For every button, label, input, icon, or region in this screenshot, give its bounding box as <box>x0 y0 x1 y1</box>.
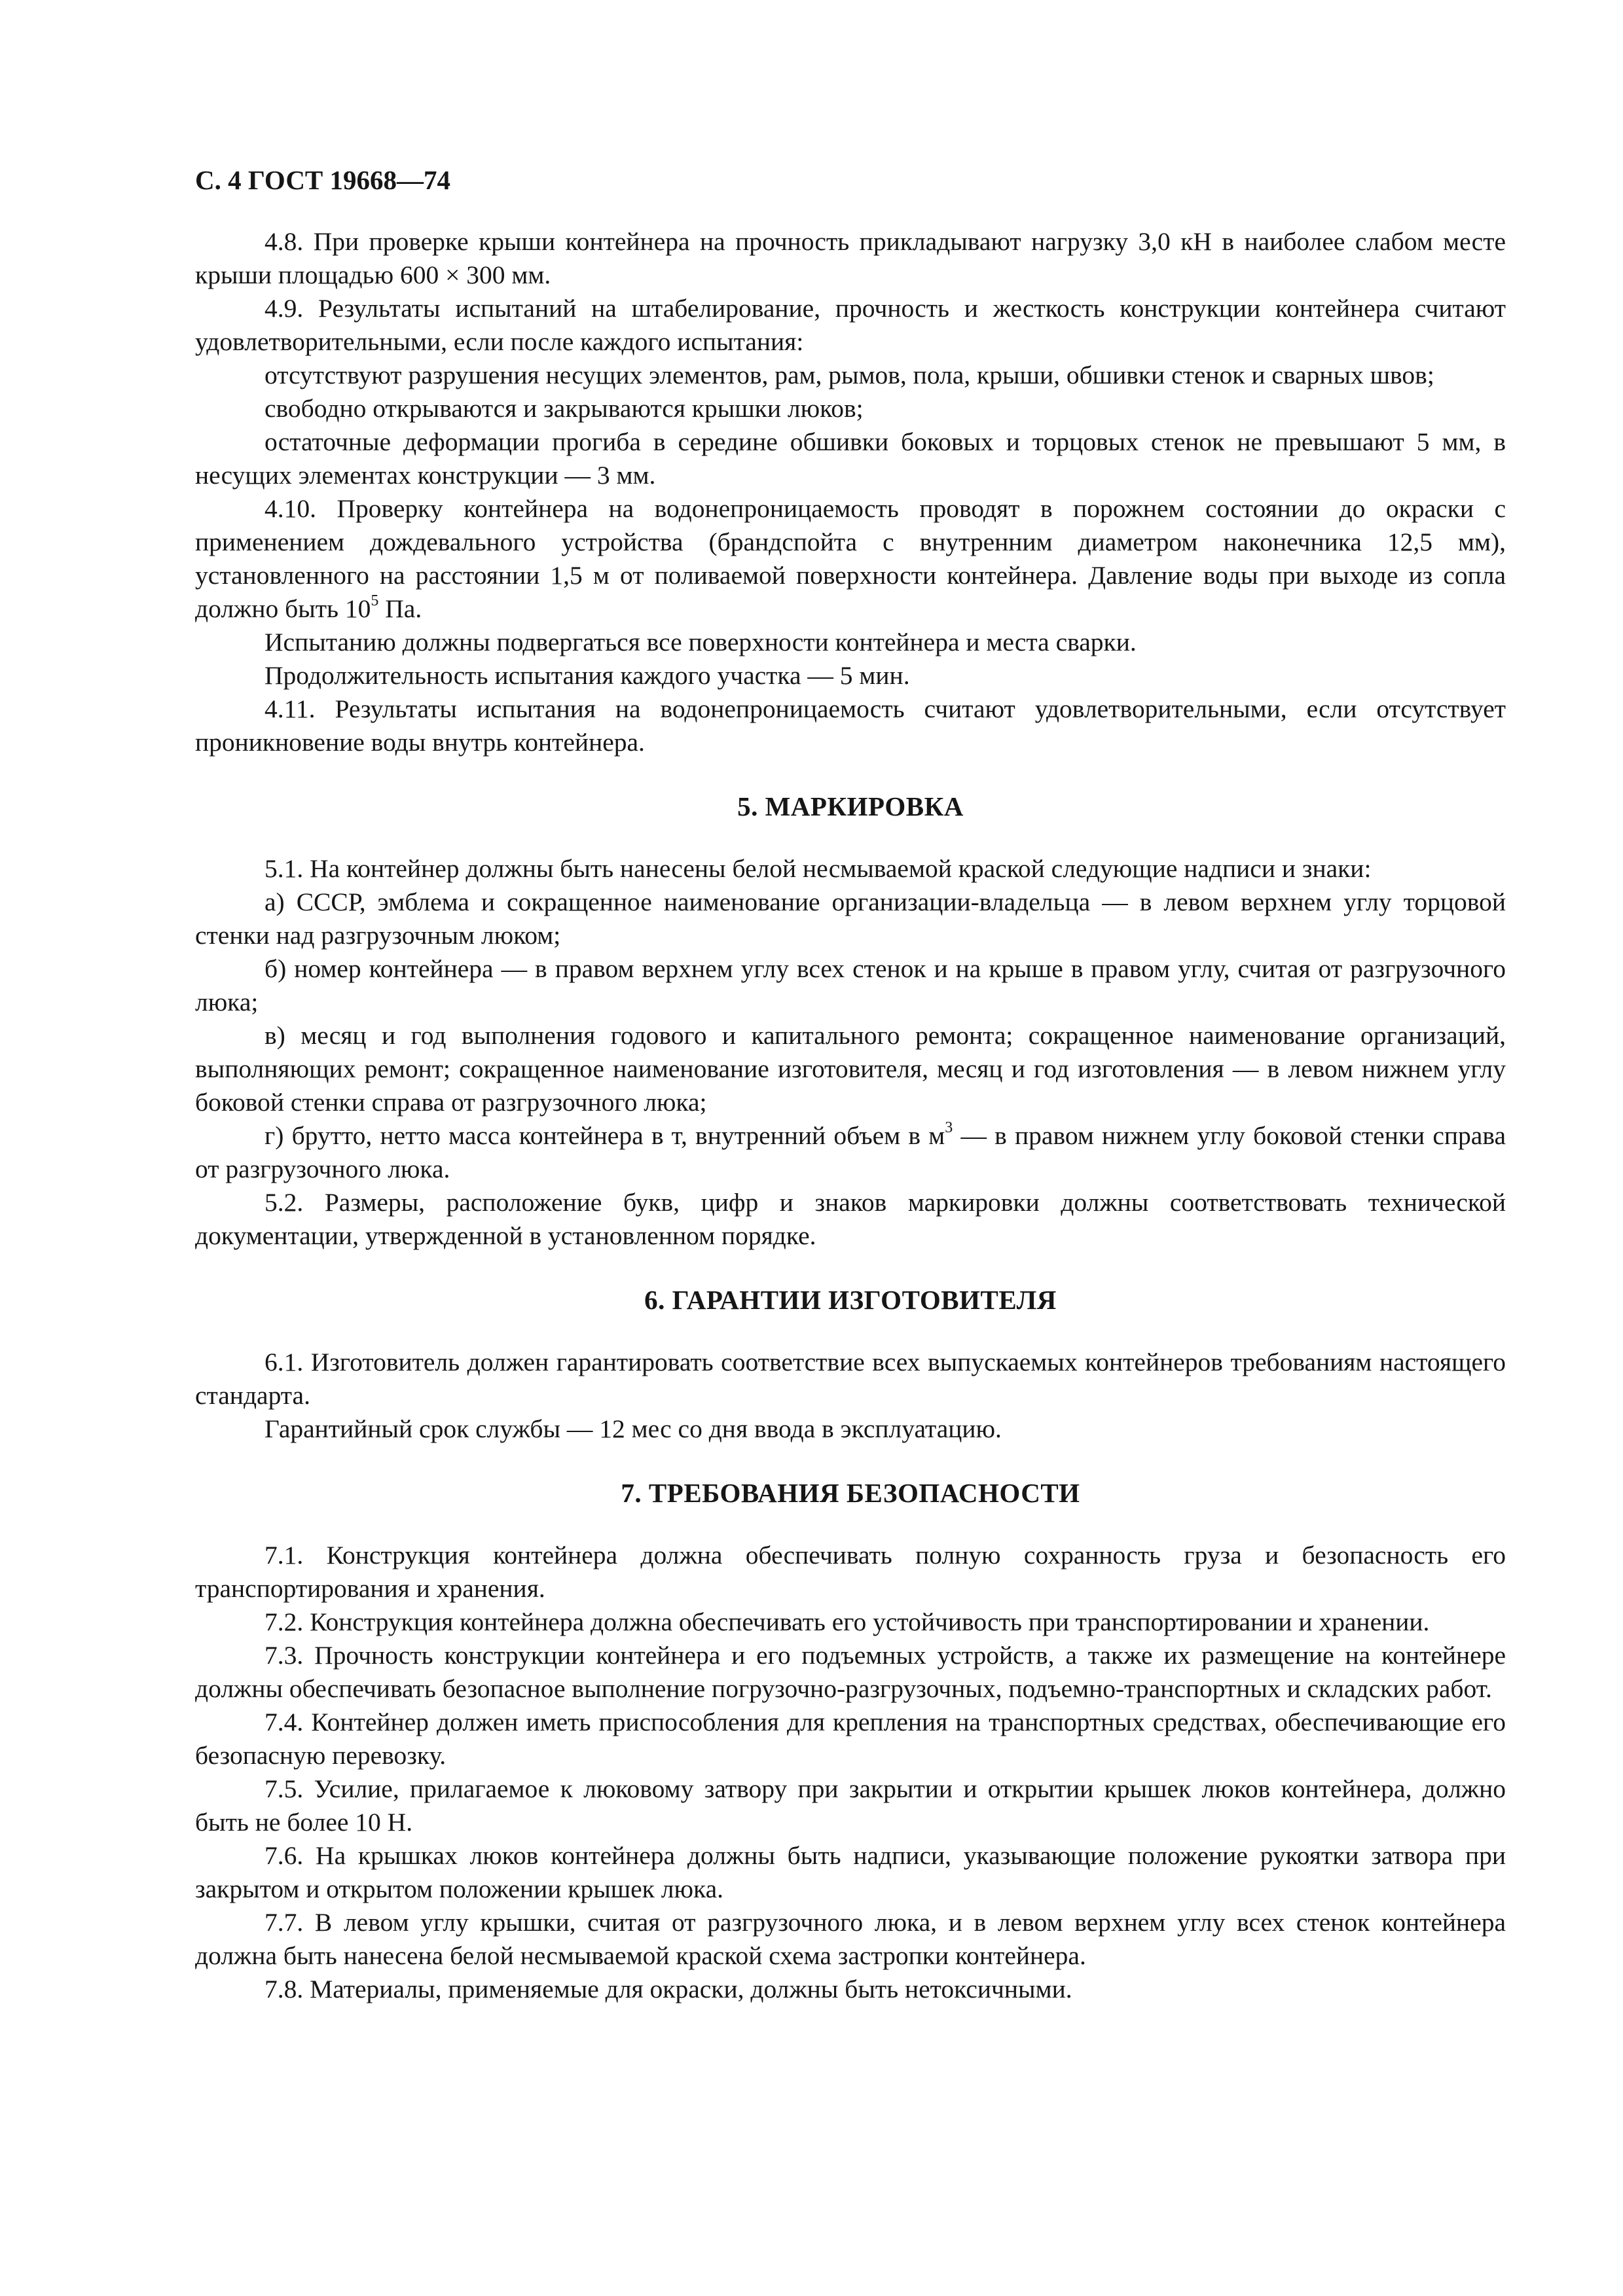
paragraph-text: остаточные деформации прогиба в середине обшивки боковых и торцовых стенок не превышают 5 мм, в несущих элементах конструкции — 3 мм. <box>195 427 1506 490</box>
paragraph <box>195 359 1506 392</box>
paragraph <box>195 659 1506 692</box>
paragraph-text: отсутствуют разрушения несущих элементов, рам, рымов, пола, крыши, обшивки стенок и сварных швов; <box>264 361 1434 389</box>
paragraph <box>195 1412 1506 1446</box>
paragraph-text: 4.11. Результаты испытания на водонепроницаемость считают удовлетворительными, если отсутствует проникновение воды внутрь контейнера. <box>195 694 1506 757</box>
page-header: С. 4 ГОСТ 19668—74 <box>195 165 451 195</box>
paragraph <box>195 292 1506 359</box>
paragraph-text: 7.7. В левом углу крышки, считая от разгрузочного люка, и в левом верхнем углу всех стенок контейнера должна быть нанесена белой несмываемой краской схема застропки контейнера. <box>195 1908 1506 1970</box>
paragraph <box>195 626 1506 659</box>
paragraph <box>195 1346 1506 1412</box>
paragraph <box>195 1605 1506 1639</box>
paragraph <box>195 392 1506 425</box>
paragraph <box>195 692 1506 759</box>
paragraph-text: 7.8. Материалы, применяемые для окраски, должны быть нетоксичными. <box>264 1975 1072 2003</box>
superscript: 5 <box>371 592 379 609</box>
paragraph-text: 5.1. На контейнер должны быть нанесены белой несмываемой краской следующие надписи и знаки: <box>264 854 1372 883</box>
paragraph <box>195 1539 1506 1605</box>
paragraph-text: а) СССР, эмблема и сокращенное наименование организации-владельца — в левом верхнем углу торцовой стенки над разгрузочным люком; <box>195 888 1506 950</box>
paragraph <box>195 886 1506 952</box>
section-heading: 6. ГАРАНТИИ ИЗГОТОВИТЕЛЯ <box>644 1285 1057 1315</box>
paragraph-text: 7.1. Конструкция контейнера должна обеспечивать полную сохранность груза и безопасность его транспортирования и хранения. <box>195 1541 1506 1603</box>
paragraph <box>195 1639 1506 1706</box>
paragraph <box>195 1906 1506 1973</box>
paragraph-text-tail: — в правом нижнем углу боковой стенки справа от разгрузочного люка. <box>195 1121 1506 1183</box>
paragraph-text: 4.8. При проверке крыши контейнера на прочность прикладывают нагрузку 3,0 кН в наиболее слабом месте крыши площадью 600 × 300 мм. <box>195 227 1506 289</box>
paragraph-text: Испытанию должны подвергаться все поверхности контейнера и места сварки. <box>264 628 1137 656</box>
paragraph <box>195 1019 1506 1119</box>
section-heading: 5. МАРКИРОВКА <box>737 791 964 821</box>
paragraph-text: 7.2. Конструкция контейнера должна обеспечивать его устойчивость при транспортировании и хранении. <box>264 1607 1430 1636</box>
paragraph-text: 5.2. Размеры, расположение букв, цифр и знаков маркировки должны соответствовать технической документации, утвержденной в установленном порядке. <box>195 1188 1506 1250</box>
document-page <box>195 164 1506 2006</box>
paragraph-text: 7.4. Контейнер должен иметь приспособления для крепления на транспортных средствах, обеспечивающие его безопасную перевозку. <box>195 1708 1506 1770</box>
paragraph-text: 7.3. Прочность конструкции контейнера и его подъемных устройств, а также их размещение на контейнере должны обеспечивать безопасное выполнение погрузочно-разгрузочных, подъемно-транспортных и складских работ. <box>195 1641 1506 1703</box>
paragraph <box>195 425 1506 492</box>
paragraph <box>195 492 1506 626</box>
paragraph-text: б) номер контейнера — в правом верхнем углу всех стенок и на крыше в правом углу, считая от разгрузочного люка; <box>195 954 1506 1016</box>
paragraph-text: Гарантийный срок службы — 12 мес со дня ввода в эксплуатацию. <box>264 1414 1002 1443</box>
paragraph <box>195 1186 1506 1253</box>
paragraph <box>195 1706 1506 1772</box>
paragraph-text: 4.10. Проверку контейнера на водонепроницаемость проводят в порожнем состоянии до окраски с применением дождевального устройства (брандспойта с внутренним диаметром наконечника 12,5 мм), установленного на расстоянии 1,5 м от поливаемой поверхности контейнера. Давление воды при выходе из сопла должно быть 10 <box>195 494 1506 623</box>
paragraph-text: г) брутто, нетто масса контейнера в т, внутренний объем в м <box>264 1121 945 1150</box>
paragraph <box>195 852 1506 886</box>
paragraph <box>195 1839 1506 1906</box>
paragraph-text: 4.9. Результаты испытаний на штабелирование, прочность и жесткость конструкции контейнера считают удовлетворительными, если после каждого испытания: <box>195 294 1506 356</box>
paragraph-text: Продолжительность испытания каждого участка — 5 мин. <box>264 661 910 690</box>
paragraph <box>195 1973 1506 2006</box>
paragraph-text: 7.5. Усилие, прилагаемое к люковому затвору при закрытии и открытии крышек люков контейнера, должно быть не более 10 Н. <box>195 1774 1506 1837</box>
paragraph-text: в) месяц и год выполнения годового и капитального ремонта; сокращенное наименование организаций, выполняющих ремонт; сокращенное наименование изготовителя, месяц и год изготовления — в левом нижнем углу боковой стенки справа от разгрузочного люка; <box>195 1021 1506 1117</box>
document-body <box>195 225 1506 2006</box>
paragraph <box>195 1772 1506 1839</box>
paragraph <box>195 225 1506 292</box>
paragraph <box>195 1119 1506 1186</box>
paragraph <box>195 952 1506 1019</box>
paragraph-text-tail: Па. <box>378 594 422 623</box>
paragraph-text: 7.6. На крышках люков контейнера должны быть надписи, указывающие положение рукоятки затвора при закрытом и открытом положении крышек люка. <box>195 1841 1506 1903</box>
superscript: 3 <box>945 1119 953 1136</box>
paragraph-text: свободно открываются и закрываются крышки люков; <box>264 394 864 423</box>
section-heading: 7. ТРЕБОВАНИЯ БЕЗОПАСНОСТИ <box>621 1478 1080 1508</box>
paragraph-text: 6.1. Изготовитель должен гарантировать соответствие всех выпускаемых контейнеров требованиям настоящего стандарта. <box>195 1348 1506 1410</box>
